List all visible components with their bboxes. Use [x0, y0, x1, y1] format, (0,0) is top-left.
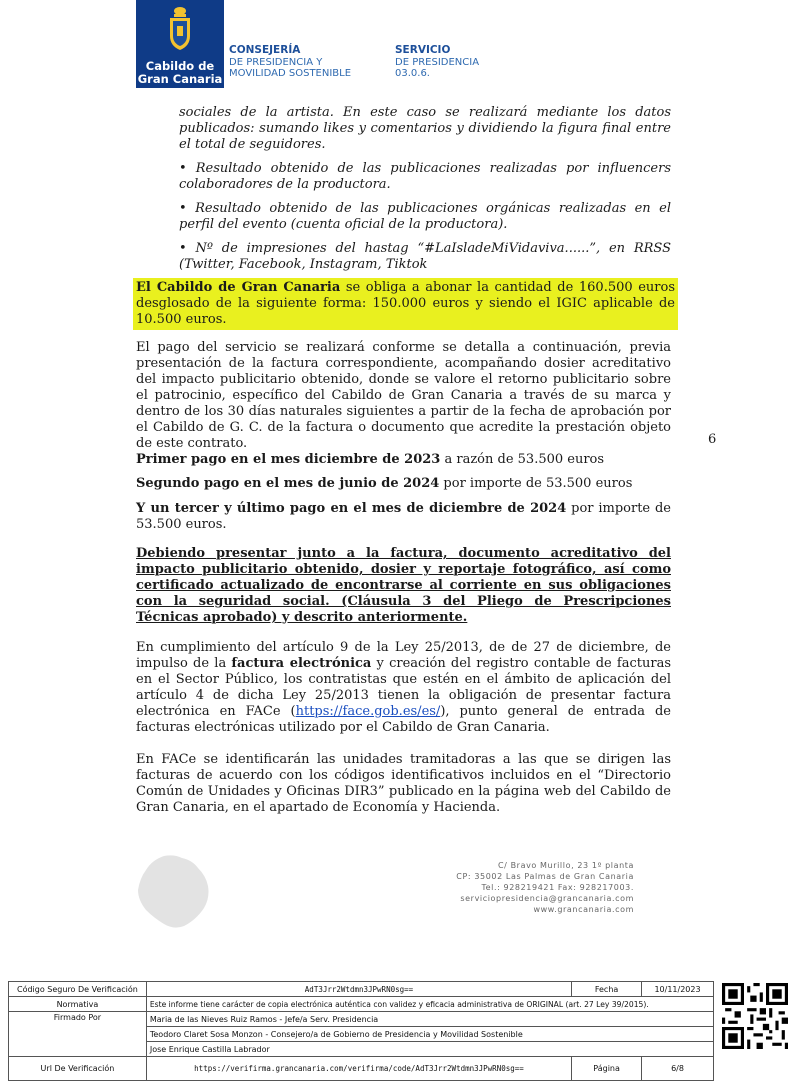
verification-url[interactable]: https://verifirma.grancanaria.com/verifirma/code/AdT3Jrr2Wtdmn3JPwRN0sg== — [146, 1057, 571, 1081]
pagina-value: 6/8 — [642, 1057, 714, 1081]
signer-1: Maria de las Nieves Ruiz Ramos - Jefe/a Serv. Presidencia — [146, 1012, 713, 1027]
highlighted-amount-paragraph — [133, 278, 678, 330]
table-row — [9, 982, 714, 997]
service-title: SERVICIO — [395, 44, 451, 56]
address-website: www.grancanaria.com — [533, 905, 634, 914]
csv-label: Código Seguro De Verificación — [9, 982, 147, 997]
signer-2: Teodoro Claret Sosa Monzon - Consejero/a de Gobierno de Presidencia y Movilidad Sostenible — [146, 1027, 713, 1042]
law-text-b: y creación del registro contable de facturas en el Sector Público, los contratistas que estén en el ámbito de aplicación del artículo 4 de dicha Ley 25/2013 tienen la obligación de presentar factura electrónica en FACe ( — [136, 656, 672, 719]
logo-text-line1: Cabildo de — [145, 59, 215, 73]
address-phone: Tel.: 928219421 Fax: 928217003. — [481, 883, 634, 892]
table-row — [9, 1057, 714, 1081]
service-line1: DE PRESIDENCIA — [395, 56, 480, 68]
verification-table — [8, 981, 714, 1081]
department-title: CONSEJERÍA — [229, 44, 301, 56]
cabildo-logo — [136, 0, 224, 88]
address-email: serviciopresidencia@grancanaria.com — [460, 894, 634, 903]
table-row — [9, 1012, 714, 1027]
payment-1-bold: Primer pago en el mes diciembre de 2023 — [136, 452, 441, 467]
page-number: 6 — [708, 432, 717, 447]
payment-2-bold: Segundo pago en el mes de junio de 2024 — [136, 476, 440, 491]
service-header — [395, 45, 479, 80]
fecha-value: 10/11/2023 — [642, 982, 714, 997]
normativa-label: Normativa — [9, 997, 147, 1012]
bullet-hashtag: • Nº de impresiones del hastag “#LaIsladeMiVidaviva......”, en RRSS (Twitter, Facebook, Instagram, Tiktok — [179, 241, 671, 272]
bullet-influencers: • Resultado obtenido de las publicaciones realizadas por influencers colaboradores de la productora. — [179, 161, 671, 192]
url-label: Url De Verificación — [9, 1057, 147, 1081]
department-line1: DE PRESIDENCIA Y — [229, 56, 323, 68]
payment-2-text: por importe de 53.500 euros — [439, 476, 633, 491]
law-bold: factura electrónica — [231, 656, 372, 671]
department-header — [229, 45, 351, 80]
face-link[interactable]: https://face.gob.es/es/ — [295, 704, 441, 719]
payment-paragraph: El pago del servicio se realizará conforme se detalla a continuación, previa presentación de la factura correspondiente, acompañando dosier acreditativo del impacto publicitario obtenido, donde se valore el retorno publicitario sobre el patrocinio, específico del Cabildo de Gran Canaria a través de su marca y dentro de los 30 días naturales siguientes a partir de la fecha de aprobación por el Cabildo de G. C. de la factura o documento que acredite la prestación objeto de este contrato. — [136, 340, 671, 451]
qr-code-icon — [722, 983, 788, 1049]
payment-3 — [136, 501, 671, 533]
department-line2: MOVILIDAD SOSTENIBLE — [229, 68, 352, 79]
payment-1 — [136, 452, 671, 468]
signer-3: Jose Enrique Castilla Labrador — [146, 1042, 713, 1057]
payment-2 — [136, 476, 671, 492]
firmado-label: Firmado Por — [9, 1012, 147, 1057]
law-paragraph — [136, 640, 671, 736]
bullet-organic-posts: • Resultado obtenido de las publicaciones orgánicas realizadas en el perfil del evento (cuenta oficial de la productora). — [179, 201, 671, 232]
face-paragraph: En FACe se identificarán las unidades tramitadoras a las que se dirigen las facturas de acuerdo con los códigos identificativos incluidos en el “Directorio Común de Unidades y Oficinas DIR3” publicado en la página web del Cabildo de Gran Canaria, en el apartado de Economía y Hacienda. — [136, 752, 671, 815]
address-line2: CP: 35002 Las Palmas de Gran Canaria — [456, 872, 634, 881]
pagina-label: Página — [572, 1057, 642, 1081]
underlined-requirement: Debiendo presentar junto a la factura, documento acreditativo del impacto publicitario obtenido, dosier y reportaje fotográfico, así como certificado actualizado de encontrarse al corriente en sus obligaciones con la seguridad social. (Cláusula 3 del Pliego de Prescripciones Técnicas aprobado) y descrito anteriormente. — [136, 546, 671, 625]
contact-address — [456, 860, 634, 915]
highlight-text: se obliga a abonar la cantidad de 160.500 euros desglosado de la siguiente forma: 150.000 euros y siendo el IGIC aplicable de 10.500 euros. — [136, 280, 676, 327]
payment-3-bold: Y un tercer y último pago en el mes de diciembre de 2024 — [136, 501, 567, 516]
law-text-c: ), punto general de entrada de facturas electrónicas utilizado por el Cabildo de Gran Canaria. — [136, 704, 671, 735]
payment-1-text: a razón de 53.500 euros — [440, 452, 605, 467]
intro-paragraph: sociales de la artista. En este caso se realizará mediante los datos publicados: sumando likes y comentarios y dividiendo la figura final entre el total de seguidores. — [179, 105, 671, 152]
payment-3-text: por importe de 53.500 euros. — [136, 501, 672, 532]
logo-text-line2: Gran Canaria — [137, 72, 223, 86]
highlight-bold: El Cabildo de Gran Canaria — [136, 280, 341, 295]
fecha-label: Fecha — [572, 982, 642, 997]
address-line1: C/ Bravo Murillo, 23 1º planta — [497, 861, 634, 870]
coat-of-arms-icon — [166, 6, 194, 54]
law-text-a: En cumplimiento del artículo 9 de la Ley 25/2013, de de 27 de diciembre, de impulso de la — [136, 640, 671, 671]
service-line2: 03.0.6. — [395, 68, 430, 79]
csv-value: AdT3Jrr2Wtdmn3JPwRN0sg== — [146, 982, 571, 997]
table-row — [9, 997, 714, 1012]
gran-canaria-island-icon — [134, 852, 214, 930]
normativa-value: Este informe tiene carácter de copia electrónica auténtica con validez y eficacia administrativa de ORIGINAL (art. 27 Ley 39/2015). — [146, 997, 713, 1012]
